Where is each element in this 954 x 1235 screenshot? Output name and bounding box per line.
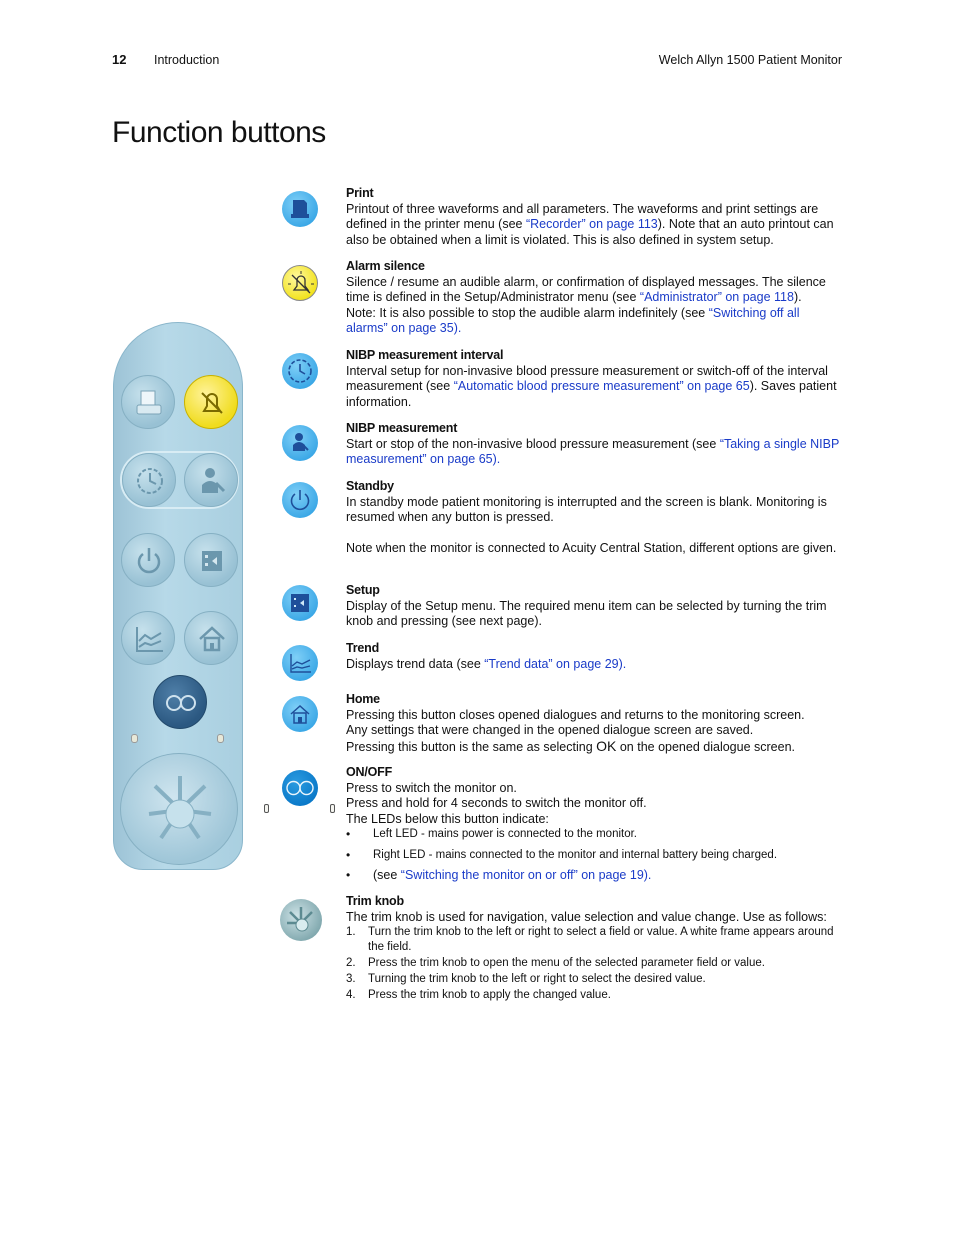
function-name: Home — [346, 692, 380, 706]
function-name: Standby — [346, 479, 394, 493]
function-name: Trend — [346, 641, 380, 655]
cross-reference-link[interactable]: “Taking a single NIBP measurement” on page 65). — [346, 436, 840, 467]
function-description: In standby mode patient monitoring is interrupted and the screen is blank. Monitoring is resumed when any button is pressed. — [346, 494, 827, 525]
function-trim-knob — [346, 894, 842, 1003]
standby-icon — [282, 482, 318, 518]
cross-reference-link[interactable]: “Recorder” on page 113 — [525, 217, 658, 232]
function-nibp-interval — [346, 348, 842, 410]
panel-alarm-silence-icon — [184, 375, 238, 429]
page-header — [112, 52, 842, 72]
function-print — [346, 186, 842, 248]
bullet-item: • Left LED - mains power is connected to the monitor. — [346, 827, 842, 842]
step-item: 4. Press the trim knob to apply the changed value. — [346, 989, 611, 1002]
home-icon — [282, 696, 318, 732]
print-icon — [282, 191, 318, 227]
function-description-line: Press and hold for 4 seconds to switch the monitor off. — [346, 796, 647, 811]
step-item: 2. Press the trim knob to open the menu of the selected parameter field or value. — [346, 957, 765, 970]
device-panel-illustration — [113, 322, 243, 870]
steps-list — [346, 925, 842, 1003]
function-description-line: Pressing this button is the same as selecting OK on the opened dialogue screen. — [346, 737, 795, 754]
function-name: Trim knob — [346, 894, 404, 908]
bullet-item: • Right LED - mains connected to the monitor and internal battery being charged. — [346, 848, 842, 863]
setup-icon — [282, 585, 318, 621]
step-item: 3. Turning the trim knob to the left or right to select the desired value. — [346, 973, 706, 986]
panel-on-off-icon — [153, 675, 207, 729]
function-description: Start or stop of the non-invasive blood pressure measurement (see “Taking a single NIBP measurement” on page 65). — [346, 436, 840, 467]
bullet-item: • (see “Switching the monitor on or off” on page 19). — [346, 868, 842, 883]
cross-reference-link[interactable]: “Trend data” on page 29). — [484, 656, 627, 671]
page-title: Function buttons — [112, 116, 326, 149]
panel-standby-icon — [121, 533, 175, 587]
panel-trim-knob-icon — [120, 753, 238, 865]
function-description-line: Pressing this button closes opened dialogues and returns to the monitoring screen. — [346, 707, 805, 722]
function-description-line: The LEDs below this button indicate: — [346, 811, 549, 826]
function-name: Print — [346, 186, 374, 200]
function-description: Display of the Setup menu. The required menu item can be selected by turning the trim knob and pressing (see next page). — [346, 598, 827, 629]
left-led-indicator — [264, 804, 269, 813]
panel-trend-icon — [121, 611, 175, 665]
trim-knob-icon — [280, 899, 322, 941]
function-description-line: Press to switch the monitor on. — [346, 780, 517, 795]
function-name: NIBP measurement interval — [346, 348, 504, 362]
function-note: Note: It is also possible to stop the audible alarm indefinitely (see “Switching off all alarms” on page 35). — [346, 305, 800, 336]
cross-reference-link[interactable]: “Administrator” on page 118 — [639, 290, 794, 305]
function-setup — [346, 583, 842, 630]
alarm-silence-icon — [282, 265, 318, 301]
function-nibp-measurement — [346, 421, 842, 468]
document-title: Welch Allyn 1500 Patient Monitor — [658, 53, 842, 67]
function-name: Setup — [346, 583, 380, 597]
panel-nibp-interval-icon — [122, 453, 176, 507]
cross-reference-link[interactable]: “Switching off all alarms” on page 35). — [346, 305, 800, 336]
function-name: NIBP measurement — [346, 421, 458, 435]
cross-reference-link[interactable]: “Automatic blood pressure measurement” on page 65 — [453, 379, 750, 394]
panel-setup-icon — [184, 533, 238, 587]
function-description: Printout of three waveforms and all parameters. The waveforms and print settings are defined in the printer menu (see “Recorder” on page 113). Note that an auto printout can also be obtained when a limit is violated. This is also defined in system setup. — [346, 201, 834, 247]
function-description-line: Any settings that were changed in the opened dialogue screen are saved. — [346, 723, 754, 738]
section-name: Introduction — [154, 53, 220, 67]
function-note: Note when the monitor is connected to Acuity Central Station, different options are given. — [346, 541, 837, 556]
cross-reference-link[interactable]: “Switching the monitor on or off” on page 19). — [400, 868, 652, 883]
function-alarm-silence — [346, 259, 842, 337]
right-led-indicator — [330, 804, 335, 813]
panel-nibp-measurement-icon — [184, 453, 238, 507]
panel-right-led — [217, 734, 224, 743]
on-off-icon — [282, 770, 318, 806]
function-description: Silence / resume an audible alarm, or confirmation of displayed messages. The silence time is defined in the Setup/Administrator menu (see “Administrator” on page 118). — [346, 274, 826, 305]
function-name: Alarm silence — [346, 259, 425, 273]
function-description: The trim knob is used for navigation, value selection and value change. Use as follows: — [346, 909, 827, 924]
step-item: 1. Turn the trim knob to the left or right to select a field or value. A white frame appears around the field. — [346, 926, 834, 954]
function-standby — [346, 479, 842, 557]
function-on-off — [346, 765, 842, 883]
function-home — [346, 692, 842, 755]
panel-print-icon — [121, 375, 175, 429]
panel-left-led — [131, 734, 138, 743]
function-name: ON/OFF — [346, 765, 393, 779]
function-description: Displays trend data (see “Trend data” on page 29). — [346, 656, 627, 671]
function-description: Interval setup for non-invasive blood pressure measurement or switch-off of the interval measurement (see “Automatic blood pressure measurement” on page 65). Saves patient information. — [346, 363, 837, 409]
function-trend — [346, 641, 842, 672]
panel-home-icon — [184, 611, 238, 665]
page-number: 12 — [112, 52, 127, 67]
trend-icon — [282, 645, 318, 681]
nibp-interval-icon — [282, 353, 318, 389]
nibp-measurement-icon — [282, 425, 318, 461]
